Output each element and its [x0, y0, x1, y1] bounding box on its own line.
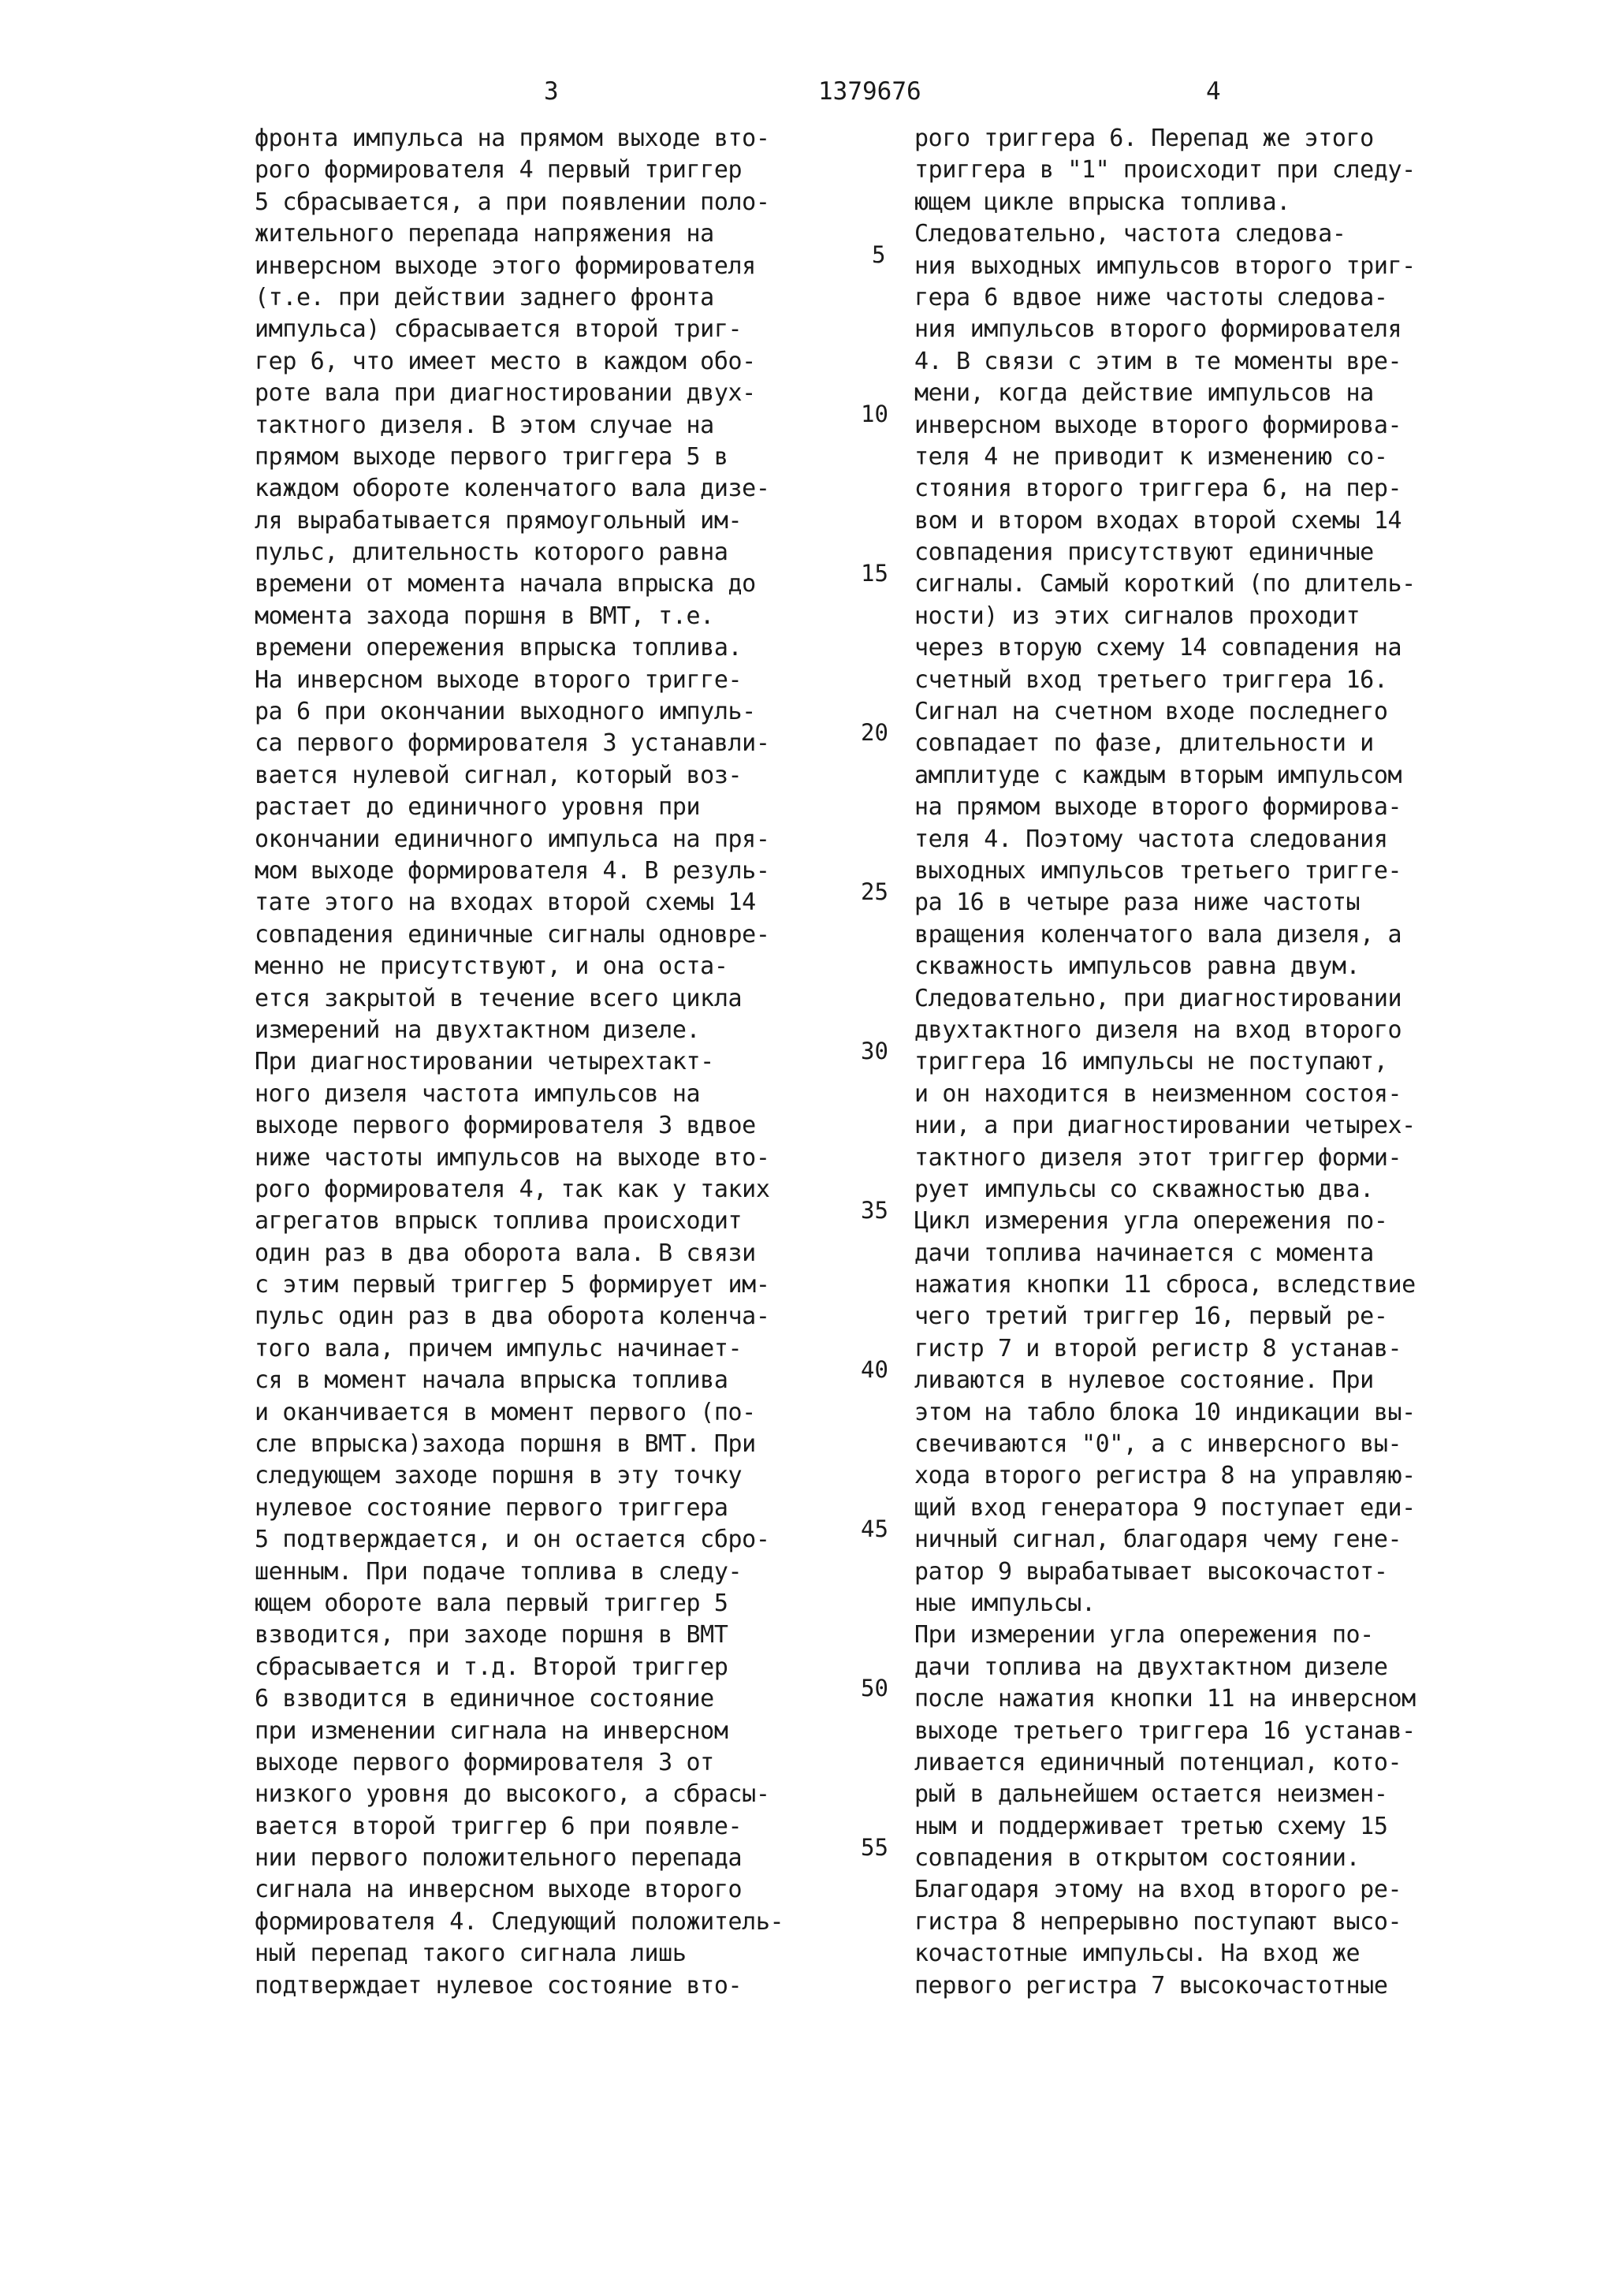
text-line: ный перепад такого сигнала лишь	[255, 1940, 687, 1968]
text-line: теля 4 не приводит к изменению со-	[914, 442, 1388, 471]
text-line: счетный вход третьего триггера 16.	[914, 665, 1388, 694]
text-line: тактного дизеля. В этом случае на	[255, 411, 714, 439]
text-line: вается нулевой сигнал, который воз-	[255, 761, 743, 789]
text-line: нии первого положительного перепада	[255, 1844, 743, 1873]
text-line: формирователя 4. Следующий положитель-	[255, 1907, 784, 1936]
text-line: ниже частоты импульсов на выходе вто-	[255, 1143, 770, 1172]
text-line: ся в момент начала впрыска топлива	[255, 1366, 728, 1395]
text-line: скважность импульсов равна двум.	[914, 952, 1361, 981]
text-line: мом выходе формирователя 4. В резуль-	[255, 856, 770, 885]
text-line: сбрасывается и т.д. Второй триггер	[255, 1653, 728, 1681]
text-line: каждом обороте коленчатого вала дизе-	[255, 475, 770, 503]
text-line: рый в дальнейшем остается неизмен-	[914, 1780, 1388, 1809]
text-line: этом на табло блока 10 индикации вы-	[914, 1398, 1416, 1426]
text-line: ничный сигнал, благодаря чему гене-	[914, 1526, 1402, 1554]
text-line: При измерении угла опережения по-	[914, 1621, 1374, 1649]
text-line: теля 4. Поэтому частота следования	[914, 825, 1388, 853]
text-line: хода второго регистра 8 на управляю-	[914, 1462, 1416, 1490]
text-line: гистр 7 и второй регистр 8 устанав-	[914, 1334, 1402, 1362]
text-line: ратор 9 вырабатывает высокочастот-	[914, 1557, 1388, 1586]
text-line: ющем обороте вала первый триггер 5	[255, 1589, 728, 1617]
text-line: вом и втором входах второй схемы 14	[914, 506, 1402, 535]
text-line: и он находится в неизменном состоя-	[914, 1079, 1402, 1108]
text-line: фронта импульса на прямом выходе вто-	[255, 125, 770, 152]
text-line: выходе третьего триггера 16 устанав-	[914, 1716, 1416, 1745]
text-line: ра 16 в четыре раза ниже частоты	[914, 889, 1361, 917]
text-line: пульс один раз в два оборота коленча-	[255, 1303, 770, 1331]
text-line: стояния второго триггера 6, на пер-	[914, 475, 1402, 503]
text-line: ля вырабатывается прямоугольный им-	[255, 506, 743, 535]
text-line: Следовательно, частота следова-	[914, 220, 1346, 248]
text-line: 5 сбрасывается, а при появлении поло-	[255, 188, 770, 216]
text-line: следующем заходе поршня в эту точку	[255, 1462, 743, 1490]
text-line: выходе первого формирователя 3 вдвое	[255, 1112, 756, 1140]
text-line: агрегатов впрыск топлива происходит	[255, 1207, 743, 1236]
text-line: ния импульсов второго формирователя	[914, 315, 1402, 344]
text-line: На инверсном выходе второго тригге-	[255, 665, 743, 694]
text-line: 6 взводится в единичное состояние	[255, 1685, 714, 1713]
text-line: совпадения в открытом состоянии.	[914, 1844, 1361, 1873]
text-line: прямом выходе первого триггера 5 в	[255, 442, 728, 471]
text-line: чего третий триггер 16, первый ре-	[914, 1303, 1388, 1331]
text-line: ные импульсы.	[914, 1589, 1096, 1617]
text-line: Сигнал на счетном входе последнего	[914, 698, 1388, 726]
text-line: времени от момента начала впрыска до	[255, 570, 756, 598]
text-line: первого регистра 7 высокочастотные	[914, 1971, 1388, 2000]
line-number: 15	[861, 560, 888, 587]
right-text-column	[914, 123, 1545, 2002]
line-number: 10	[861, 401, 888, 427]
text-line: инверсном выходе этого формирователя	[255, 252, 756, 280]
text-line: импульса) сбрасывается второй триг-	[255, 315, 743, 344]
text-line: нажатия кнопки 11 сброса, вследствие	[914, 1271, 1416, 1299]
text-line: кочастотные импульсы. На вход же	[914, 1940, 1361, 1968]
text-line: вается второй триггер 6 при появле-	[255, 1812, 743, 1840]
text-line: менно не присутствуют, и она оста-	[255, 952, 728, 981]
page-number-left: 3	[544, 77, 559, 106]
text-line: 4. В связи с этим в те моменты вре-	[914, 347, 1402, 375]
text-line: подтверждает нулевое состояние вто-	[255, 1971, 743, 2000]
line-number: 5	[872, 241, 886, 268]
line-number: 35	[861, 1197, 888, 1224]
text-line: дачи топлива начинается с момента	[914, 1239, 1374, 1267]
text-line: измерений на двухтактном дизеле.	[255, 1016, 701, 1044]
text-line: вращения коленчатого вала дизеля, а	[914, 920, 1402, 949]
text-line: ности) из этих сигналов проходит	[914, 602, 1361, 630]
text-line: того вала, причем импульс начинает-	[255, 1334, 743, 1362]
text-line: тате этого на входах второй схемы 14	[255, 889, 756, 917]
text-line: совпадения присутствуют единичные	[914, 539, 1374, 567]
line-number: 55	[861, 1834, 888, 1861]
text-line: взводится, при заходе поршня в ВМТ	[255, 1621, 728, 1649]
text-line: Цикл измерения угла опережения по-	[914, 1207, 1388, 1236]
text-line: 5 подтверждается, и он остается сбро-	[255, 1526, 770, 1554]
text-line: гер 6, что имеет место в каждом обо-	[255, 347, 756, 375]
text-line: ется закрытой в течение всего цикла	[255, 984, 743, 1012]
text-line: момента захода поршня в ВМТ, т.е.	[255, 602, 714, 630]
text-line: ния выходных импульсов второго триг-	[914, 252, 1416, 280]
text-line: тактного дизеля этот триггер форми-	[914, 1143, 1402, 1172]
text-line: при изменении сигнала на инверсном	[255, 1716, 728, 1745]
text-line: выходных импульсов третьего тригге-	[914, 856, 1402, 885]
text-line: триггера 16 импульсы не поступают,	[914, 1048, 1388, 1076]
text-line: двухтактного дизеля на вход второго	[914, 1016, 1402, 1044]
text-line: ливаются в нулевое состояние. При	[914, 1366, 1374, 1395]
text-line: (т.е. при действии заднего фронта	[255, 283, 714, 311]
text-line: нулевое состояние первого триггера	[255, 1493, 728, 1522]
text-line: Следовательно, при диагностировании	[914, 984, 1402, 1012]
text-line: свечиваются "0", а с инверсного вы-	[914, 1430, 1402, 1459]
line-number: 30	[861, 1038, 888, 1064]
text-line: дачи топлива на двухтактном дизеле	[914, 1653, 1388, 1681]
text-line: При диагностировании четырехтакт-	[255, 1048, 714, 1076]
text-line: мени, когда действие импульсов на	[914, 379, 1374, 408]
text-line: пульс, длительность которого равна	[255, 539, 728, 567]
text-line: сигнала на инверсном выходе второго	[255, 1876, 743, 1904]
text-line: шенным. При подаче топлива в следу-	[255, 1557, 743, 1586]
text-line: гера 6 вдвое ниже частоты следова-	[914, 283, 1388, 311]
text-line: и оканчивается в момент первого (по-	[255, 1398, 756, 1426]
text-line: сле впрыска)захода поршня в ВМТ. При	[255, 1430, 756, 1459]
patent-number: 1379676	[818, 77, 921, 106]
text-line: выходе первого формирователя 3 от	[255, 1748, 714, 1776]
text-line: времени опережения впрыска топлива.	[255, 634, 743, 662]
line-number: 50	[861, 1675, 888, 1702]
line-number: 20	[861, 719, 888, 746]
left-text-column	[255, 123, 885, 2002]
text-line: ющем цикле впрыска топлива.	[914, 188, 1290, 216]
text-line: амплитуде с каждым вторым импульсом	[914, 761, 1402, 789]
text-line: совпадает по фазе, длительности и	[914, 729, 1374, 758]
text-line: рует импульсы со скважностью два.	[914, 1175, 1374, 1203]
text-line: окончании единичного импульса на пря-	[255, 825, 770, 853]
text-line: ра 6 при окончании выходного импуль-	[255, 698, 756, 726]
text-line: рого формирователя 4 первый триггер	[255, 156, 743, 184]
text-line: рого формирователя 4, так как у таких	[255, 1175, 770, 1203]
text-line: совпадения единичные сигналы одновре-	[255, 920, 770, 949]
text-line: Благодаря этому на вход второго ре-	[914, 1876, 1402, 1904]
text-line: с этим первый триггер 5 формирует им-	[255, 1271, 770, 1299]
text-line: растает до единичного уровня при	[255, 793, 701, 822]
text-line: ного дизеля частота импульсов на	[255, 1079, 701, 1108]
text-line: нии, а при диагностировании четырех-	[914, 1112, 1416, 1140]
text-line: рого триггера 6. Перепад же этого	[914, 125, 1374, 152]
text-line: низкого уровня до высокого, а сбрасы-	[255, 1780, 770, 1809]
text-line: са первого формирователя 3 устанавли-	[255, 729, 770, 758]
text-line: ным и поддерживает третью схему 15	[914, 1812, 1388, 1840]
text-line: ливается единичный потенциал, кото-	[914, 1748, 1402, 1776]
text-line: сигналы. Самый короткий (по длитель-	[914, 570, 1416, 598]
text-line: один раз в два оборота вала. В связи	[255, 1239, 756, 1267]
line-number: 25	[861, 878, 888, 905]
text-line: гистра 8 непрерывно поступают высо-	[914, 1907, 1402, 1936]
text-line: триггера в "1" происходит при следу-	[914, 156, 1416, 184]
page-number-right: 4	[1206, 77, 1221, 106]
text-line: на прямом выходе второго формирова-	[914, 793, 1402, 822]
line-number: 40	[861, 1356, 888, 1383]
text-line: через вторую схему 14 совпадения на	[914, 634, 1402, 662]
line-number: 45	[861, 1515, 888, 1542]
text-line: после нажатия кнопки 11 на инверсном	[914, 1685, 1416, 1713]
text-line: роте вала при диагностировании двух-	[255, 379, 756, 408]
text-line: инверсном выходе второго формирова-	[914, 411, 1402, 439]
text-line: щий вход генератора 9 поступает еди-	[914, 1493, 1416, 1522]
text-line: жительного перепада напряжения на	[255, 220, 714, 248]
